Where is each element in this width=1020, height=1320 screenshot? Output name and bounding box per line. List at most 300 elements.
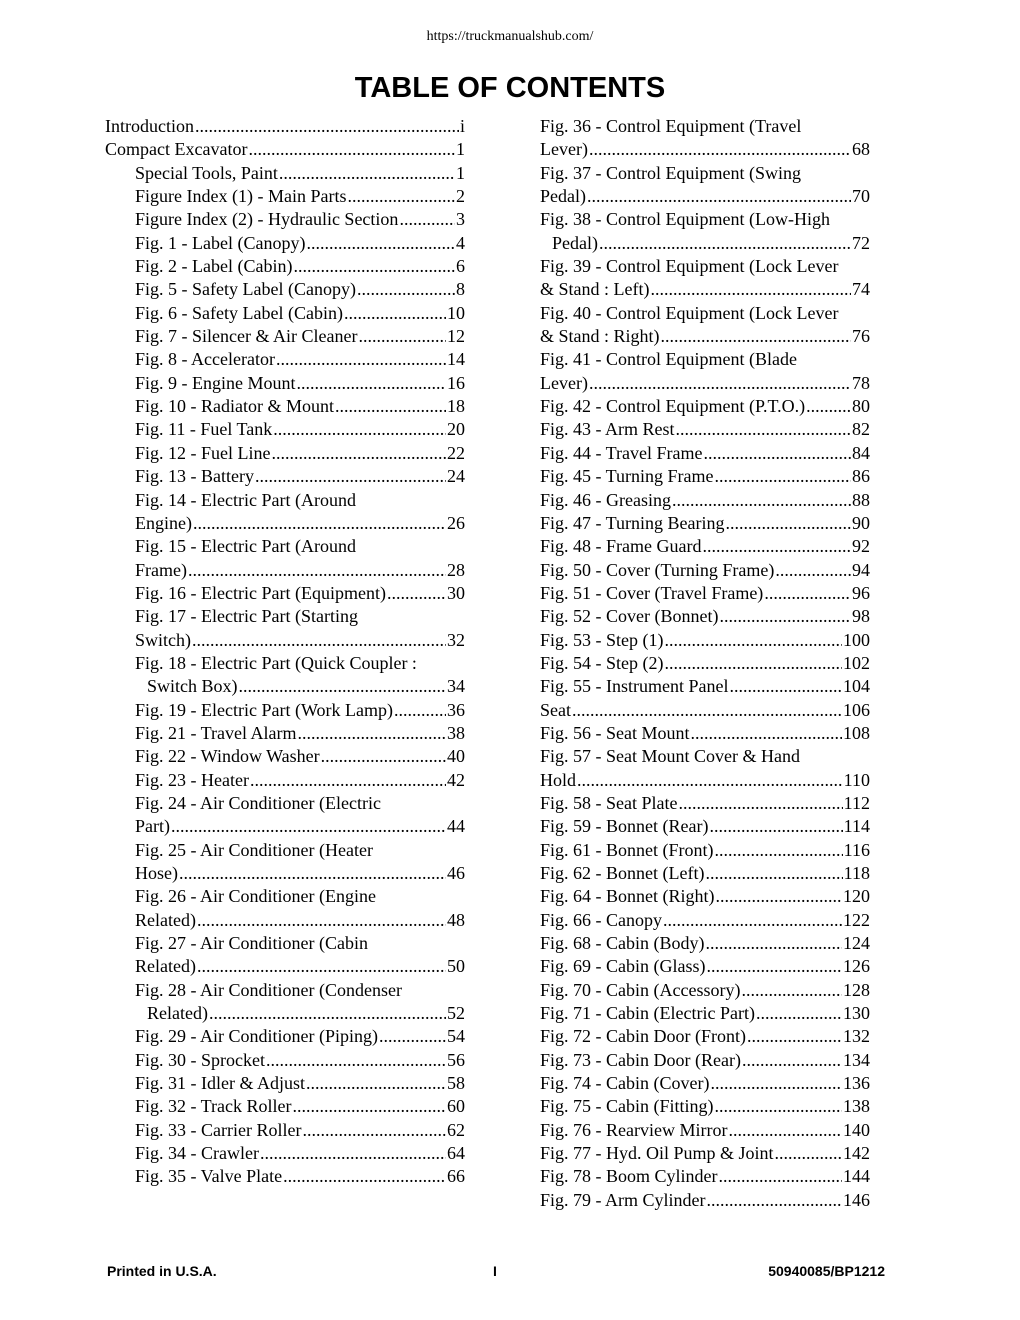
- toc-entry-page-number: 74: [852, 279, 870, 300]
- toc-entry[interactable]: [540, 1165, 870, 1188]
- toc-entry-title: Frame): [135, 559, 187, 580]
- source-url[interactable]: https://truckmanualshub.com/: [426, 29, 594, 44]
- toc-entry[interactable]: [540, 839, 870, 862]
- toc-entry-page-number: 60: [447, 1096, 465, 1117]
- toc-entry-title: Fig. 61 - Bonnet (Front): [540, 839, 714, 860]
- toc-dot-leader: [747, 1025, 842, 1048]
- toc-entry[interactable]: [105, 208, 465, 231]
- toc-entry-title: Fig. 54 - Step (2): [540, 652, 664, 673]
- toc-entry[interactable]: [540, 1025, 870, 1048]
- toc-entry[interactable]: [105, 1072, 465, 1095]
- toc-dot-leader: [665, 652, 843, 675]
- toc-entry-page-number: 70: [852, 186, 870, 207]
- toc-entry-title: Fig. 70 - Cabin (Accessory): [540, 979, 741, 1000]
- toc-entry-page-number: 48: [447, 909, 465, 930]
- toc-entry-page-number: 6: [456, 256, 465, 277]
- toc-dot-leader: [706, 932, 843, 955]
- toc-dot-leader: [704, 442, 851, 465]
- toc-entry-title: Fig. 45 - Turning Frame: [540, 466, 714, 487]
- toc-entry[interactable]: [105, 489, 465, 536]
- toc-entry-page-number: 82: [852, 419, 870, 440]
- toc-entry-page-number: 124: [843, 933, 870, 954]
- toc-entry[interactable]: [105, 1119, 465, 1142]
- toc-entry-page-number: 122: [843, 909, 870, 930]
- toc-dot-leader: [357, 278, 455, 301]
- toc-entry[interactable]: [540, 792, 870, 815]
- toc-entry[interactable]: [105, 278, 465, 301]
- toc-dot-leader: [710, 1072, 842, 1095]
- toc-entry-title: Fig. 11 - Fuel Tank: [135, 419, 273, 440]
- toc-dot-leader: [197, 955, 446, 978]
- toc-entry[interactable]: [105, 372, 465, 395]
- toc-dot-leader: [589, 372, 851, 395]
- toc-entry-title: Fig. 52 - Cover (Bonnet): [540, 606, 719, 627]
- toc-entry[interactable]: [540, 162, 870, 209]
- toc-entry-title: Fig. 29 - Air Conditioner (Piping): [135, 1026, 378, 1047]
- toc-entry[interactable]: [540, 1142, 870, 1165]
- toc-entry-page-number: 120: [843, 886, 870, 907]
- toc-entry[interactable]: [105, 745, 465, 768]
- toc-dot-leader: [726, 512, 851, 535]
- toc-entry-page-number: 3: [456, 209, 465, 230]
- toc-entry-page-number: 34: [447, 676, 465, 697]
- toc-entry-title: Switch Box): [147, 676, 238, 697]
- toc-dot-leader: [709, 815, 842, 838]
- toc-entry[interactable]: [105, 582, 465, 605]
- toc-dot-leader: [273, 418, 446, 441]
- toc-entry-title: Fig. 10 - Radiator & Mount: [135, 396, 334, 417]
- toc-entry-page-number: 1: [456, 139, 465, 160]
- toc-entry-page-number: 42: [447, 769, 465, 790]
- toc-entry-page-number: 114: [843, 816, 870, 837]
- toc-dot-leader: [663, 909, 842, 932]
- toc-entry-title: Fig. 9 - Engine Mount: [135, 372, 296, 393]
- toc-entry-title: Fig. 37 - Control Equipment (Swing: [540, 162, 801, 183]
- toc-dot-leader: [707, 1189, 843, 1212]
- toc-entry-page-number: 2: [456, 186, 465, 207]
- toc-entry-title: Fig. 15 - Electric Part (Around: [135, 536, 356, 557]
- toc-entry[interactable]: [540, 932, 870, 955]
- toc-dot-leader: [705, 862, 842, 885]
- toc-entry[interactable]: [540, 1189, 870, 1212]
- toc-entry[interactable]: [540, 1049, 870, 1072]
- toc-entry[interactable]: [105, 232, 465, 255]
- toc-entry[interactable]: [540, 1119, 870, 1142]
- toc-dot-leader: [179, 862, 446, 885]
- toc-entry-title: Fig. 53 - Step (1): [540, 629, 664, 650]
- toc-entry-page-number: 50: [447, 956, 465, 977]
- toc-entry[interactable]: [540, 745, 870, 792]
- toc-entry-title: Fig. 1 - Label (Canopy): [135, 232, 306, 253]
- toc-entry-title: Fig. 28 - Air Conditioner (Condenser: [135, 979, 402, 1000]
- toc-dot-leader: [293, 255, 455, 278]
- toc-entry-title: Fig. 38 - Control Equipment (Low-High: [540, 209, 830, 230]
- toc-dot-leader: [347, 185, 455, 208]
- toc-entry-page-number: 72: [852, 232, 870, 253]
- toc-entry-title: Fig. 32 - Track Roller: [135, 1096, 292, 1117]
- toc-entry-title: Fig. 41 - Control Equipment (Blade: [540, 349, 797, 370]
- toc-entry[interactable]: [540, 979, 870, 1002]
- toc-entry[interactable]: [540, 699, 870, 722]
- toc-dot-leader: [255, 465, 446, 488]
- toc-entry-title: Fig. 8 - Accelerator: [135, 349, 275, 370]
- toc-entry[interactable]: [540, 395, 870, 418]
- toc-entry-page-number: 36: [447, 699, 465, 720]
- toc-entry-title: Fig. 30 - Sprocket: [135, 1049, 265, 1070]
- toc-entry-title: Fig. 68 - Cabin (Body): [540, 933, 705, 954]
- toc-entry[interactable]: [105, 325, 465, 348]
- toc-entry-title: Fig. 19 - Electric Part (Work Lamp): [135, 699, 393, 720]
- toc-entry[interactable]: [105, 138, 465, 161]
- toc-entry-page-number: 136: [843, 1073, 870, 1094]
- toc-entry[interactable]: [105, 115, 465, 138]
- toc-dot-leader: [728, 1119, 842, 1142]
- toc-entry[interactable]: [540, 909, 870, 932]
- toc-entry-title: & Stand : Right): [540, 326, 660, 347]
- toc-entry-page-number: 4: [456, 232, 465, 253]
- toc-dot-leader: [335, 395, 446, 418]
- toc-entry-title: Fig. 69 - Cabin (Glass): [540, 956, 706, 977]
- toc-entry-page-number: 28: [447, 559, 465, 580]
- toc-entry-page-number: 112: [843, 792, 870, 813]
- toc-entry-title: Fig. 17 - Electric Part (Starting: [135, 606, 358, 627]
- toc-entry-title: Lever): [540, 139, 588, 160]
- toc-entry-page-number: 88: [852, 489, 870, 510]
- toc-entry[interactable]: [540, 815, 870, 838]
- toc-entry[interactable]: [105, 1025, 465, 1048]
- toc-dot-leader: [806, 395, 851, 418]
- toc-entry-title: Fig. 75 - Cabin (Fitting): [540, 1096, 714, 1117]
- toc-entry[interactable]: [540, 862, 870, 885]
- toc-dot-leader: [665, 629, 843, 652]
- toc-entry[interactable]: [105, 1095, 465, 1118]
- toc-entry-title: Fig. 43 - Arm Rest: [540, 419, 675, 440]
- toc-entry-title: Fig. 25 - Air Conditioner (Heater: [135, 839, 373, 860]
- toc-entry-title: Fig. 27 - Air Conditioner (Cabin: [135, 933, 368, 954]
- toc-entry-page-number: 134: [843, 1049, 870, 1070]
- toc-entry-page-number: 144: [843, 1166, 870, 1187]
- footer-page-number: I: [493, 1263, 497, 1279]
- toc-dot-leader: [193, 512, 446, 535]
- toc-entry-title: Fig. 23 - Heater: [135, 769, 249, 790]
- toc-dot-leader: [741, 979, 842, 1002]
- toc-dot-leader: [679, 792, 843, 815]
- toc-entry[interactable]: [540, 115, 870, 162]
- toc-entry[interactable]: [105, 652, 465, 699]
- toc-dot-leader: [188, 559, 446, 582]
- toc-entry-page-number: 138: [843, 1096, 870, 1117]
- toc-entry-title: Fig. 62 - Bonnet (Left): [540, 863, 705, 883]
- toc-entry-page-number: 108: [843, 722, 870, 743]
- toc-entry-page-number: 32: [447, 629, 465, 650]
- toc-entry-page-number: 146: [843, 1189, 870, 1210]
- toc-entry-title: Fig. 57 - Seat Mount Cover & Hand: [540, 746, 800, 767]
- toc-entry[interactable]: [540, 559, 870, 582]
- toc-dot-leader: [192, 629, 446, 652]
- footer-document-code: 50940085/BP1212: [768, 1263, 885, 1279]
- toc-entry[interactable]: [105, 1049, 465, 1072]
- toc-entry-page-number: 102: [843, 652, 870, 673]
- toc-entry[interactable]: [540, 675, 870, 698]
- toc-dot-leader: [209, 1002, 446, 1025]
- toc-entry[interactable]: [105, 465, 465, 488]
- toc-dot-leader: [589, 138, 851, 161]
- toc-entry[interactable]: [105, 605, 465, 652]
- toc-dot-leader: [702, 535, 851, 558]
- toc-entry[interactable]: [540, 1095, 870, 1118]
- toc-entry[interactable]: [540, 722, 870, 745]
- toc-entry-title: Figure Index (2) - Hydraulic Section: [135, 209, 399, 230]
- toc-entry-title: Special Tools, Paint: [135, 162, 278, 183]
- toc-dot-leader: [715, 1095, 842, 1118]
- toc-entry[interactable]: [540, 489, 870, 512]
- toc-dot-leader: [572, 699, 842, 722]
- toc-dot-leader: [283, 1165, 446, 1188]
- toc-entry-page-number: 22: [447, 442, 465, 463]
- toc-entry-title: Fig. 51 - Cover (Travel Frame): [540, 582, 764, 603]
- toc-dot-leader: [321, 745, 446, 768]
- toc-entry-title: & Stand : Left): [540, 279, 650, 300]
- toc-entry-page-number: 12: [447, 326, 465, 347]
- toc-entry[interactable]: [105, 722, 465, 745]
- toc-dot-leader: [272, 442, 447, 465]
- toc-entry-page-number: 56: [447, 1049, 465, 1070]
- toc-entry[interactable]: [540, 348, 870, 395]
- toc-dot-leader: [298, 722, 446, 745]
- toc-entry[interactable]: [540, 652, 870, 675]
- toc-entry-title: Fig. 66 - Canopy: [540, 909, 663, 930]
- toc-entry-title: Fig. 72 - Cabin Door (Front): [540, 1026, 746, 1047]
- toc-dot-leader: [691, 722, 842, 745]
- toc-entry[interactable]: [105, 792, 465, 839]
- toc-dot-leader: [276, 348, 446, 371]
- toc-entry[interactable]: [105, 255, 465, 278]
- toc-entry[interactable]: [540, 442, 870, 465]
- toc-entry[interactable]: [105, 418, 465, 441]
- toc-entry[interactable]: [105, 1165, 465, 1188]
- toc-entry[interactable]: [105, 348, 465, 371]
- toc-right-column: [540, 115, 870, 1212]
- toc-entry-title: Fig. 78 - Boom Cylinder: [540, 1166, 718, 1187]
- toc-entry-title: Fig. 40 - Control Equipment (Lock Lever: [540, 302, 839, 323]
- toc-entry[interactable]: [105, 979, 465, 1026]
- toc-entry-page-number: 62: [447, 1119, 465, 1140]
- toc-entry-title: Related): [135, 956, 196, 977]
- toc-dot-leader: [239, 675, 446, 698]
- toc-entry-title: Fig. 71 - Cabin (Electric Part): [540, 1003, 755, 1024]
- toc-entry-page-number: 18: [447, 396, 465, 417]
- toc-entry-page-number: 64: [447, 1143, 465, 1164]
- toc-entry-page-number: 100: [843, 629, 870, 650]
- toc-entry-page-number: 104: [843, 676, 870, 697]
- toc-entry-title: Fig. 79 - Arm Cylinder: [540, 1189, 706, 1210]
- toc-entry-title: Fig. 22 - Window Washer: [135, 746, 320, 767]
- toc-entry-page-number: 96: [852, 582, 870, 603]
- toc-entry-title: Fig. 12 - Fuel Line: [135, 442, 271, 463]
- toc-entry-page-number: 76: [852, 326, 870, 347]
- toc-entry-title: Fig. 44 - Travel Frame: [540, 442, 703, 463]
- toc-dot-leader: [650, 278, 851, 301]
- toc-entry-page-number: 106: [843, 699, 870, 720]
- toc-dot-leader: [661, 325, 851, 348]
- toc-entry-page-number: 16: [447, 372, 465, 393]
- toc-entry-title: Fig. 16 - Electric Part (Equipment): [135, 582, 386, 603]
- toc-dot-leader: [599, 232, 851, 255]
- toc-entry-title: Fig. 34 - Crawler: [135, 1143, 259, 1164]
- toc-entry-title: Fig. 7 - Silencer & Air Cleaner: [135, 326, 358, 347]
- toc-entry[interactable]: [105, 699, 465, 722]
- toc-entry-page-number: i: [459, 116, 465, 136]
- toc-entry-page-number: 78: [852, 372, 870, 393]
- toc-entry[interactable]: [540, 955, 870, 978]
- toc-entry[interactable]: [105, 1142, 465, 1165]
- toc-entry-page-number: 1: [456, 162, 465, 183]
- toc-entry-page-number: 98: [852, 606, 870, 627]
- toc-dot-leader: [775, 1142, 842, 1165]
- toc-entry-title: Fig. 21 - Travel Alarm: [135, 722, 297, 743]
- toc-dot-leader: [719, 605, 851, 628]
- toc-entry[interactable]: [540, 885, 870, 908]
- toc-entry-page-number: 118: [843, 863, 870, 883]
- toc-dot-leader: [266, 1049, 446, 1072]
- toc-entry-page-number: 26: [447, 512, 465, 533]
- toc-entry-page-number: 94: [852, 559, 870, 580]
- toc-entry[interactable]: [540, 582, 870, 605]
- toc-entry-title: Fig. 56 - Seat Mount: [540, 722, 690, 743]
- toc-entry-title: Fig. 74 - Cabin (Cover): [540, 1073, 710, 1094]
- toc-entry[interactable]: [105, 839, 465, 886]
- toc-entry-title: Fig. 58 - Seat Plate: [540, 792, 678, 813]
- toc-entry[interactable]: [540, 629, 870, 652]
- toc-entry-page-number: 52: [447, 1003, 465, 1024]
- toc-dot-leader: [756, 1002, 842, 1025]
- toc-entry-page-number: 110: [843, 769, 870, 790]
- toc-dot-leader: [293, 1095, 446, 1118]
- toc-entry[interactable]: [540, 465, 870, 488]
- toc-entry-page-number: 44: [447, 816, 465, 837]
- toc-entry[interactable]: [540, 255, 870, 302]
- toc-entry[interactable]: [105, 769, 465, 792]
- toc-dot-leader: [171, 815, 446, 838]
- toc-entry-title: Fig. 18 - Electric Part (Quick Coupler :: [135, 652, 417, 673]
- toc-dot-leader: [716, 885, 843, 908]
- toc-entry[interactable]: [540, 1002, 870, 1025]
- toc-entry[interactable]: [105, 885, 465, 932]
- toc-entry-page-number: 8: [456, 279, 465, 300]
- toc-entry-page-number: 90: [852, 512, 870, 533]
- toc-entry-title: Hose): [135, 863, 178, 883]
- toc-entry-page-number: 132: [843, 1026, 870, 1047]
- toc-entry-title: Compact Excavator: [105, 139, 248, 160]
- toc-entry-title: Fig. 73 - Cabin Door (Rear): [540, 1049, 741, 1070]
- toc-entry-title: Fig. 55 - Instrument Panel: [540, 676, 729, 697]
- toc-entry[interactable]: [105, 932, 465, 979]
- toc-entry-title: Hold: [540, 769, 576, 790]
- toc-entry-page-number: 46: [447, 863, 465, 883]
- toc-entry-page-number: 84: [852, 442, 870, 463]
- toc-dot-leader: [302, 1119, 446, 1142]
- toc-entry-page-number: 20: [447, 419, 465, 440]
- toc-entry-title: Related): [147, 1003, 208, 1024]
- toc-entry-page-number: 30: [447, 582, 465, 603]
- toc-entry-title: Lever): [540, 372, 588, 393]
- toc-entry[interactable]: [105, 395, 465, 418]
- toc-entry[interactable]: [540, 535, 870, 558]
- toc-entry[interactable]: [540, 1072, 870, 1095]
- toc-dot-leader: [358, 325, 446, 348]
- toc-dot-leader: [250, 769, 446, 792]
- toc-entry-title: Fig. 48 - Frame Guard: [540, 536, 702, 557]
- toc-dot-leader: [742, 1049, 842, 1072]
- toc-entry[interactable]: [540, 605, 870, 628]
- toc-entry-page-number: 66: [447, 1166, 465, 1187]
- toc-entry-title: Fig. 77 - Hyd. Oil Pump & Joint: [540, 1143, 774, 1164]
- toc-entry-page-number: 130: [843, 1003, 870, 1024]
- toc-entry-title: Fig. 2 - Label (Cabin): [135, 256, 293, 277]
- toc-entry[interactable]: [540, 512, 870, 535]
- toc-entry-page-number: 40: [447, 746, 465, 767]
- toc-entry-page-number: 142: [843, 1143, 870, 1164]
- toc-entry-title: Fig. 47 - Turning Bearing: [540, 512, 725, 533]
- toc-entry[interactable]: [540, 208, 870, 255]
- toc-entry-title: Fig. 5 - Safety Label (Canopy): [135, 279, 356, 300]
- toc-dot-leader: [394, 699, 446, 722]
- toc-entry-page-number: 54: [447, 1026, 465, 1047]
- toc-entry-title: Pedal): [540, 186, 586, 207]
- toc-entry-title: Fig. 35 - Valve Plate: [135, 1166, 283, 1187]
- toc-dot-leader: [279, 162, 455, 185]
- toc-entry-page-number: 86: [852, 466, 870, 487]
- toc-dot-leader: [306, 232, 455, 255]
- toc-entry-title: Fig. 50 - Cover (Turning Frame): [540, 559, 775, 580]
- toc-entry-title: Fig. 13 - Battery: [135, 466, 254, 487]
- toc-entry[interactable]: [105, 442, 465, 465]
- toc-entry-title: Related): [135, 909, 196, 930]
- toc-dot-leader: [195, 115, 459, 138]
- toc-entry[interactable]: [105, 302, 465, 325]
- toc-entry-title: Introduction: [105, 116, 194, 136]
- toc-entry-title: Part): [135, 816, 170, 837]
- toc-entry-page-number: 24: [447, 466, 465, 487]
- toc-dot-leader: [775, 559, 851, 582]
- toc-entry[interactable]: [105, 185, 465, 208]
- toc-entry-title: Fig. 39 - Control Equipment (Lock Lever: [540, 256, 839, 277]
- toc-dot-leader: [306, 1072, 446, 1095]
- toc-entry[interactable]: [105, 535, 465, 582]
- toc-dot-leader: [729, 675, 842, 698]
- toc-dot-leader: [707, 955, 843, 978]
- toc-dot-leader: [248, 138, 455, 161]
- toc-entry-title: Fig. 64 - Bonnet (Right): [540, 886, 715, 907]
- toc-entry[interactable]: [105, 162, 465, 185]
- toc-entry-title: Fig. 33 - Carrier Roller: [135, 1119, 302, 1140]
- toc-entry-page-number: 14: [447, 349, 465, 370]
- toc-dot-leader: [399, 208, 455, 231]
- toc-entry-title: Fig. 59 - Bonnet (Rear): [540, 816, 709, 837]
- toc-entry-page-number: 58: [447, 1073, 465, 1094]
- toc-entry[interactable]: [540, 302, 870, 349]
- toc-dot-leader: [764, 582, 851, 605]
- toc-dot-leader: [387, 582, 446, 605]
- toc-entry-title: Engine): [135, 512, 192, 533]
- toc-entry-title: Fig. 24 - Air Conditioner (Electric: [135, 792, 381, 813]
- toc-dot-leader: [577, 769, 843, 792]
- toc-entry-title: Fig. 14 - Electric Part (Around: [135, 489, 356, 510]
- toc-entry-page-number: 128: [843, 979, 870, 1000]
- page-title: TABLE OF CONTENTS: [354, 72, 666, 104]
- toc-entry[interactable]: [540, 418, 870, 441]
- toc-dot-leader: [719, 1165, 842, 1188]
